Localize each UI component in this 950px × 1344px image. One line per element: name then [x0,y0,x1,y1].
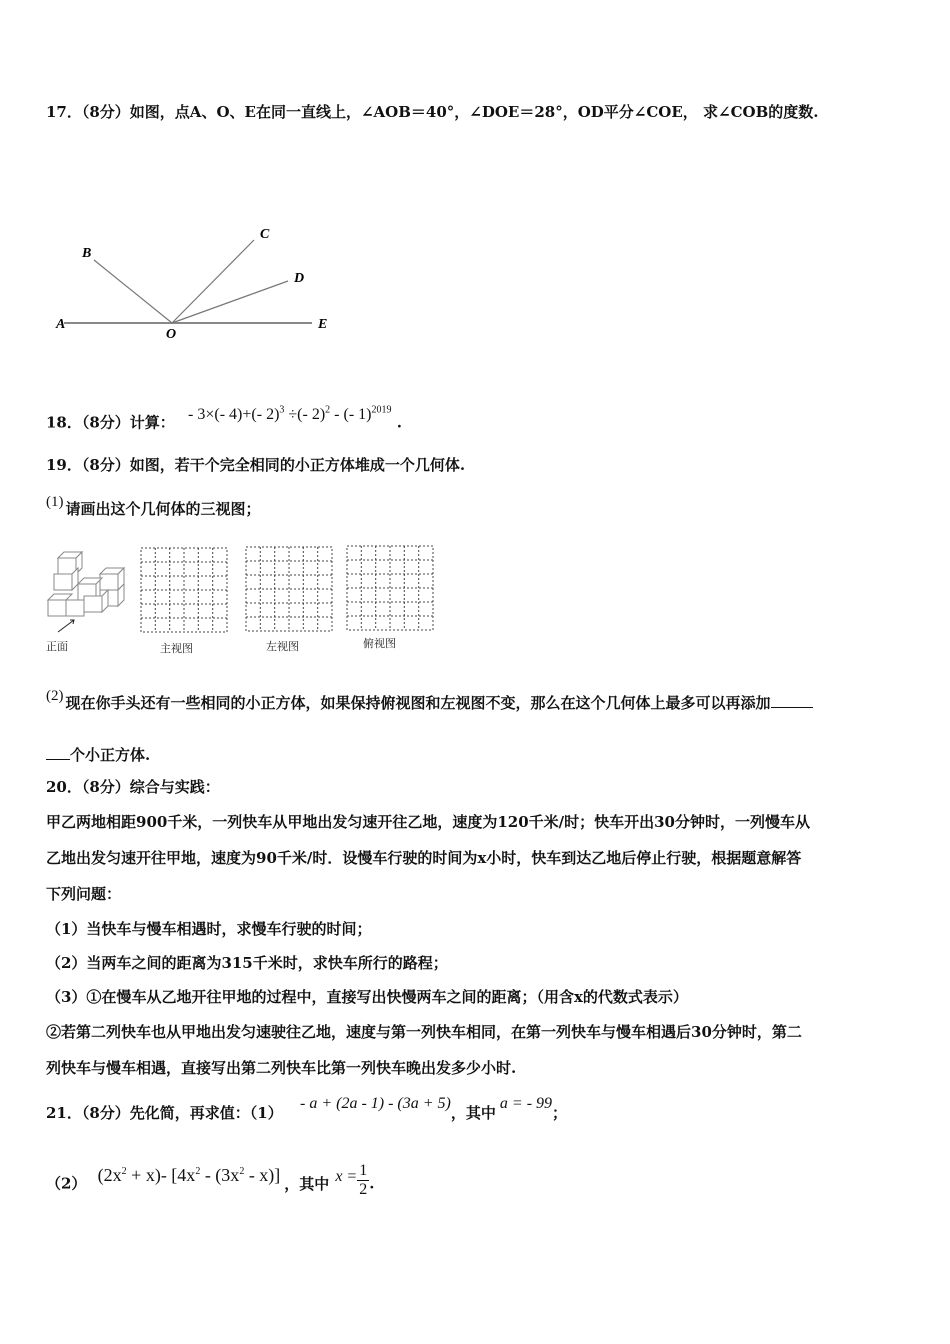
q18-expression: - 3×(- 4)+(- 2)$^3$ ÷(- 2)$^2$ - (- 1)$^{2019}$ [188,405,392,424]
q19-text: 19．（8分）如图，若干个完全相同的小正方体堆成一个几何体. [46,456,466,474]
q18-end: . [396,413,402,432]
q20-para-3: 下列问题： [46,885,122,903]
q21-expression-2: $(2x^2 + x)-$ $[4x^2 - (3x^2 - x)]$ [97,1164,281,1185]
q19-part2 [46,688,813,715]
q20-para-1: 甲乙两地相距900千米，一列快车从甲地出发匀速开往乙地，速度为120千米/时；快车开出30分钟时，一列慢车从 [46,813,810,831]
q19-part1-number: (1) [46,494,64,510]
q18-line [46,405,402,434]
cube-stack-figure [44,548,129,633]
q21-mid-2: ，其中 [284,1174,330,1193]
grid-left-view[interactable] [245,546,333,632]
q17-text: 17．（8分）如图，点A、O、E在同一直线上，∠AOB＝40°，∠DOE＝28°，OD平分∠COE， 求∠COB的度数. [46,103,819,121]
q20-para-2: 乙地出发匀速开往甲地，速度为90千米/时．设慢车行驶的时间为x小时，快车到达乙地后停止行驶，根据题意解答 [46,849,802,867]
caption-main-view: 主视图 [160,642,193,655]
q20-sub-1: （1）当快车与慢车相遇时，求慢车行驶的时间； [46,920,372,938]
q19-part2-end: 个小正方体. [70,746,151,764]
q21-value-1: a = - 99 [499,1095,553,1112]
q20-sub-2: （2）当两车之间的距离为315千米时，求快车所行的路程； [46,954,448,972]
label-O: O [166,327,177,342]
answer-blank-cont[interactable] [46,745,70,760]
q21-fraction: $\frac{1}{2}$ [359,1162,368,1198]
grid-top-view[interactable] [346,545,434,631]
ray-OD [172,281,288,323]
q20-sub-3: （3）①在慢车从乙地开往甲地的过程中，直接写出快慢两车之间的距离；（用含x的代数式表示） [46,988,688,1006]
q21-mid-1: ，其中 [450,1104,496,1122]
q20-sub-4: ②若第二列快车也从甲地出发匀速驶往乙地，速度与第一列快车相同，在第一列快车与慢车相遇后30分钟时，第二 [46,1023,802,1041]
grid-main-view[interactable] [140,547,228,633]
q21-line-2 [46,1162,375,1203]
q19-part2-text: 现在你手头还有一些相同的小正方体，如果保持俯视图和左视图不变，那么在这个几何体上最多可以再添加 [65,694,771,712]
q18-prefix: 18．（8分）计算： [46,413,175,432]
q21-end-2: . [369,1174,375,1193]
q20-title: 20．（8分）综合与实践： [46,778,220,796]
q19-part2-number: (2) [46,688,64,704]
answer-blank[interactable] [771,693,813,708]
angle-figure [50,220,350,345]
label-B: B [82,246,92,261]
q20-sub-5: 列快车与慢车相遇，直接写出第二列快车比第一列快车晚出发多少小时. [46,1059,517,1077]
q19-part1-text: 请画出这个几何体的三视图； [65,500,261,518]
q21-line-1 [46,1095,568,1125]
label-C: C [260,227,270,242]
q21-x-equals: x = [335,1167,358,1185]
label-E: E [318,317,328,332]
q19-part2-cont [46,744,150,766]
q19-part1 [46,494,261,521]
q21-part2: （2） [46,1174,87,1193]
label-D: D [294,271,305,286]
q21-prefix: 21．（8分）先化简，再求值：（1） [46,1104,283,1122]
ray-OC [172,240,254,323]
ray-OB [94,260,172,323]
q21-end-1: ； [552,1104,568,1122]
label-A: A [56,317,66,332]
caption-top-view: 俯视图 [363,637,396,650]
q21-expression-1: - a + (2a - 1) - (3a + 5) [299,1095,451,1112]
caption-left-view: 左视图 [266,640,299,653]
caption-front: 正面 [46,640,68,653]
